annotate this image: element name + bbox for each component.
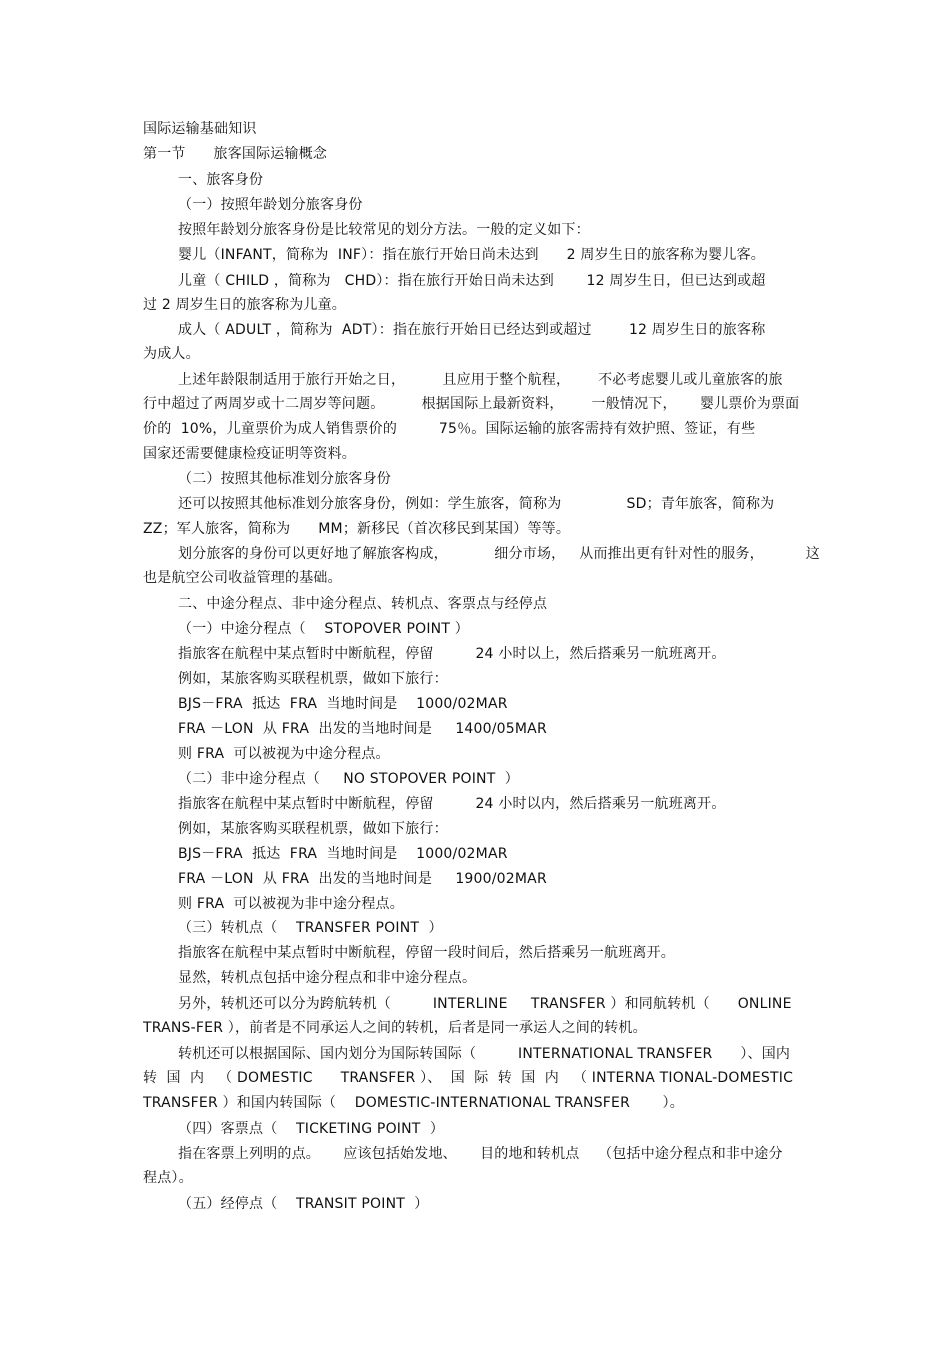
paragraph-line: 指旅客在航程中某点暂时中断航程，停留 24 小时以内，然后搭乘另一航班离开。 — [178, 796, 726, 812]
paragraph-line: 婴儿（INFANT，简称为 INF）：指在旅行开始日尚未达到 2 周岁生日的旅客称为婴儿客。 — [178, 247, 765, 263]
subsection-heading: （一）按照年龄划分旅客身份 — [178, 197, 363, 213]
paragraph-line: 还可以按照其他标准划分旅客身份，例如：学生旅客，简称为 SD；青年旅客，简称为 — [178, 496, 775, 512]
paragraph-line: 上述年龄限制适用于旅行开始之日， 且应用于整个航程， 不必考虑婴儿或儿童旅客的旅 — [178, 372, 783, 388]
paragraph-line: 例如，某旅客购买联程机票，做如下旅行： — [178, 671, 448, 687]
subsection-heading: （四）客票点（ TICKETING POINT ） — [178, 1121, 445, 1137]
paragraph-line: 为成人。 — [143, 346, 200, 362]
paragraph-line: 另外，转机还可以分为跨航转机（ INTERLINE TRANSFER ）和同航转机（ ONLINE — [178, 996, 792, 1012]
subsection-heading: （五）经停点（ TRANSIT POINT ） — [178, 1196, 429, 1212]
itinerary-line: BJS－FRA 抵达 FRA 当地时间是 1000/02MAR — [178, 846, 508, 862]
paragraph-line: TRANSFER ）和国内转国际（ DOMESTIC-INTERNATIONAL TRANSFER ）。 — [143, 1095, 684, 1111]
paragraph-line: ZZ；军人旅客，简称为 MM；新移民（首次移民到某国）等等。 — [143, 521, 571, 537]
subsection-heading: （二）按照其他标准划分旅客身份 — [178, 471, 391, 487]
paragraph-line: 例如，某旅客购买联程机票，做如下旅行： — [178, 821, 448, 837]
paragraph-line: 指旅客在航程中某点暂时中断航程，停留一段时间后，然后搭乘另一航班离开。 — [178, 945, 675, 961]
paragraph-line: 则 FRA 可以被视为中途分程点。 — [178, 746, 390, 762]
paragraph-line: 转 国 内 （ DOMESTIC TRANSFER ）、 国 际 转 国 内 （ INTERNA TIONAL-DOMESTIC — [143, 1070, 794, 1086]
document-title: 国际运输基础知识 — [143, 121, 257, 137]
itinerary-line: BJS－FRA 抵达 FRA 当地时间是 1000/02MAR — [178, 696, 508, 712]
paragraph-line: 按照年龄划分旅客身份是比较常见的划分方法。一般的定义如下： — [178, 222, 590, 238]
subsection-heading: 二、中途分程点、非中途分程点、转机点、客票点与经停点 — [178, 596, 548, 612]
itinerary-line: FRA －LON 从 FRA 出发的当地时间是 1900/02MAR — [178, 871, 547, 887]
paragraph-line: 指在客票上列明的点。 应该包括始发地、 目的地和转机点 （包括中途分程点和非中途分 — [178, 1146, 783, 1162]
paragraph-line: 程点）。 — [143, 1170, 193, 1186]
itinerary-line: FRA －LON 从 FRA 出发的当地时间是 1400/05MAR — [178, 721, 547, 737]
paragraph-line: 过 2 周岁生日的旅客称为儿童。 — [143, 297, 347, 313]
subsection-heading: （一）中途分程点（ STOPOVER POINT ） — [178, 621, 469, 637]
subsection-heading: （三）转机点（ TRANSFER POINT ） — [178, 920, 443, 936]
subsection-heading: （二）非中途分程点（ NO STOPOVER POINT ） — [178, 771, 519, 787]
paragraph-line: 价的 10%，儿童票价为成人销售票价的 75％。国际运输的旅客需持有效护照、签证，有些 — [143, 421, 756, 437]
paragraph-line: TRANS-FER ），前者是不同承运人之间的转机，后者是同一承运人之间的转机。 — [143, 1020, 647, 1036]
paragraph-line: 成人（ ADULT ，简称为 ADT）：指在旅行开始日已经达到或超过 12 周岁生日的旅客称 — [178, 322, 766, 338]
paragraph-line: 转机还可以根据国际、国内划分为国际转国际（ INTERNATIONAL TRANSFER ）、国内 — [178, 1046, 791, 1062]
paragraph-line: 儿童（ CHILD ，简称为 CHD）：指在旅行开始日尚未达到 12 周岁生日，但已达到或超 — [178, 273, 766, 289]
paragraph-line: 行中超过了两周岁或十二周岁等问题。 根据国际上最新资料， 一般情况下， 婴儿票价为票面 — [143, 396, 800, 412]
paragraph-line: 也是航空公司收益管理的基础。 — [143, 570, 342, 586]
paragraph-line: 则 FRA 可以被视为非中途分程点。 — [178, 896, 404, 912]
paragraph-line: 国家还需要健康检疫证明等资料。 — [143, 446, 356, 462]
subsection-heading: 一、旅客身份 — [178, 172, 264, 188]
section-heading: 第一节 旅客国际运输概念 — [143, 146, 328, 162]
paragraph-line: 划分旅客的身份可以更好地了解旅客构成， 细分市场， 从而推出更有针对性的服务， 这 — [178, 546, 820, 562]
paragraph-line: 指旅客在航程中某点暂时中断航程，停留 24 小时以上，然后搭乘另一航班离开。 — [178, 646, 726, 662]
paragraph-line: 显然，转机点包括中途分程点和非中途分程点。 — [178, 970, 477, 986]
